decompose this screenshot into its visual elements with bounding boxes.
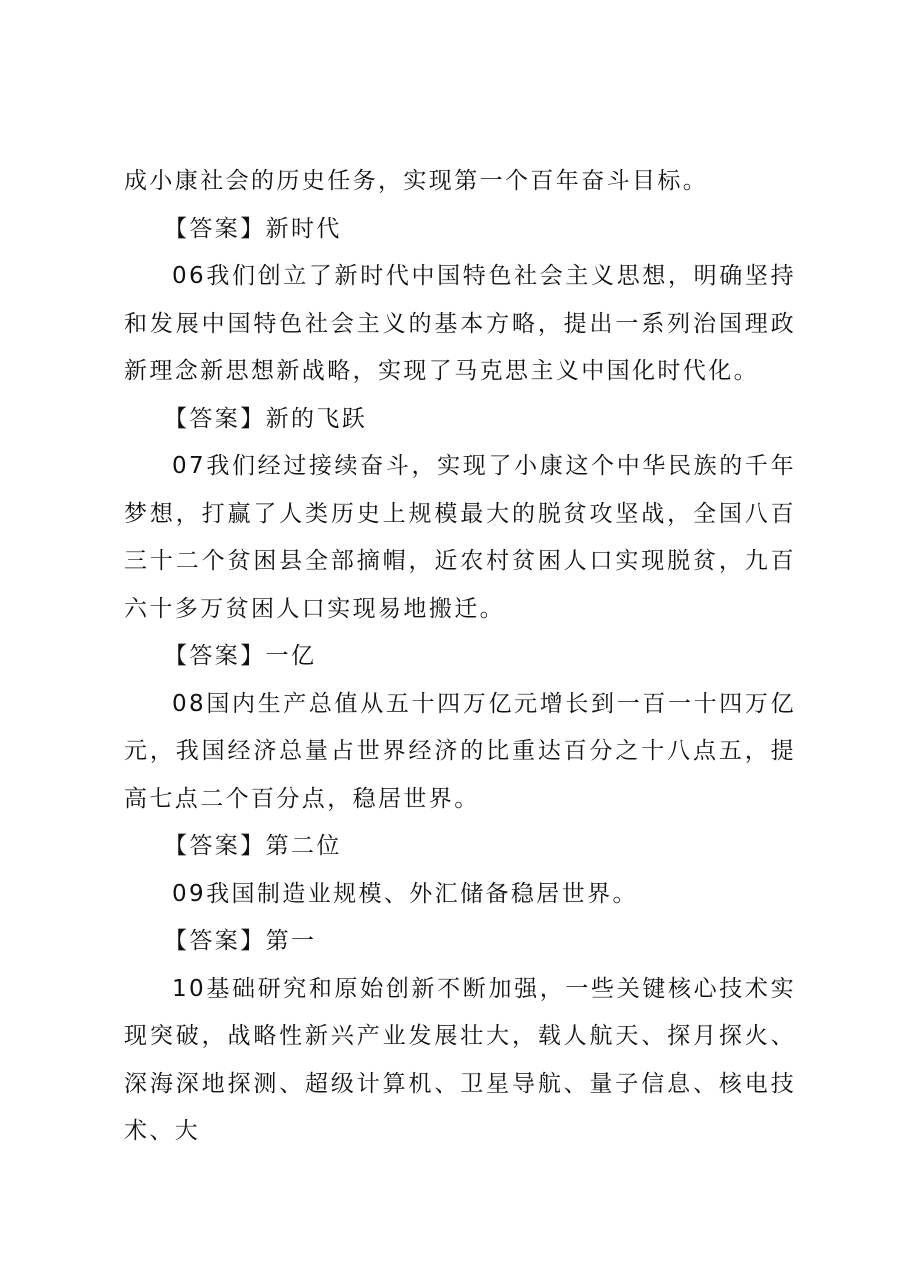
- document-body: [124, 158, 796, 1156]
- answer-line: 【答案】第一: [164, 928, 317, 954]
- paragraph-08: 08国内生产总值从五十四万亿元增长到一百一十四万亿元，我国经济总量占世界经济的比重达百分之十八点五，提高七点二个百分点，稳居世界。: [124, 690, 796, 812]
- answer-line: 【答案】一亿: [164, 643, 317, 669]
- paragraph-07: 07我们经过接续奋斗，实现了小康这个中华民族的千年梦想，打赢了人类历史上规模最大的脱贫攻坚战，全国八百三十二个贫困县全部摘帽，近农村贫困人口实现脱贫，九百六十多万贫困人口实现易地搬迁。: [124, 453, 796, 622]
- paragraph-06: 06我们创立了新时代中国特色社会主义思想，明确坚持和发展中国特色社会主义的基本方略，提出一系列治国理政新理念新思想新战略，实现了马克思主义中国化时代化。: [124, 263, 796, 384]
- paragraph-continuation: 成小康社会的历史任务，实现第一个百年奋斗目标。: [124, 168, 709, 194]
- paragraph-09: 09我国制造业规模、外汇储备稳居世界。: [172, 880, 638, 907]
- answer-line: 【答案】新的飞跃: [164, 405, 368, 432]
- paragraph-10: 10基础研究和原始创新不断加强，一些关键核心技术实现突破，战略性新兴产业发展壮大，载人航天、探月探火、深海深地探测、超级计算机、卫星导航、量子信息、核电技术、大: [124, 975, 796, 1144]
- answer-line: 【答案】新时代: [164, 215, 342, 242]
- answer-line: 【答案】第二位: [164, 833, 342, 859]
